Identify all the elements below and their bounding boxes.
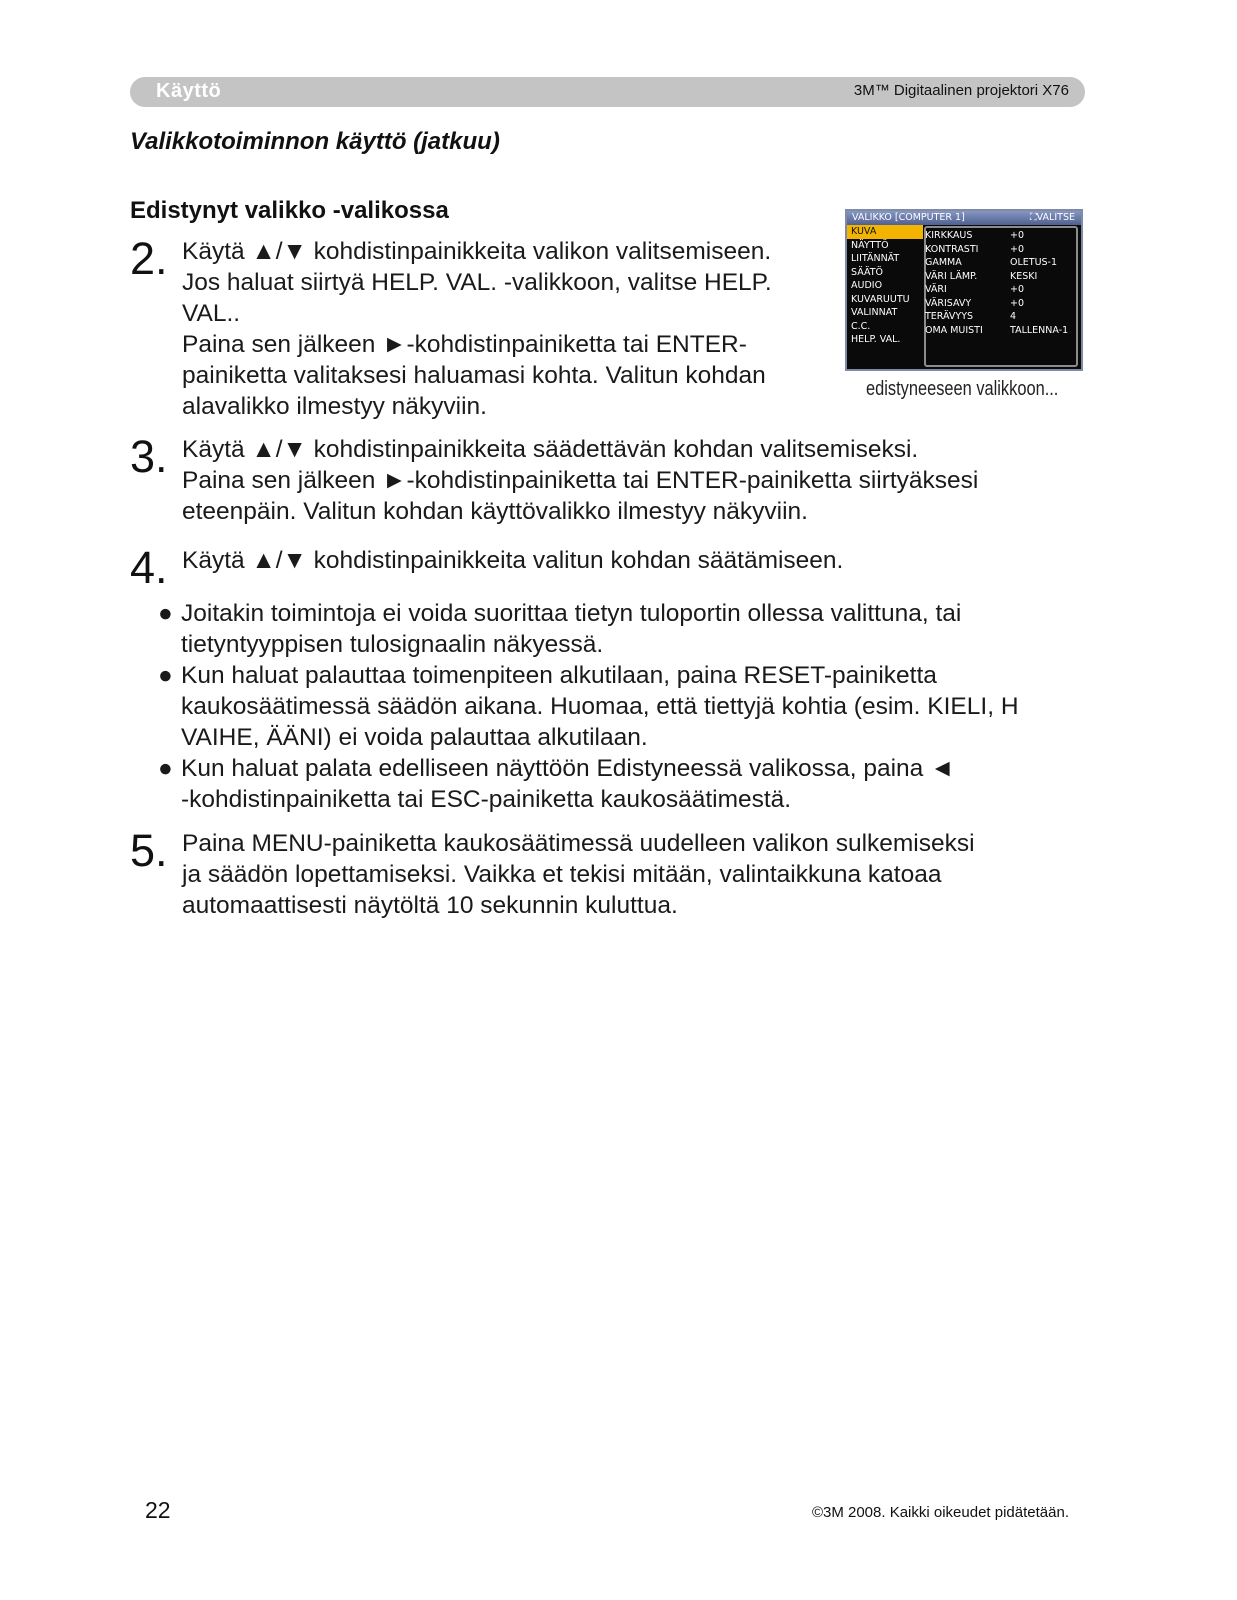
- submenu-label: TERÄVYYS: [925, 311, 974, 322]
- header-section-label: Käyttö: [156, 80, 222, 102]
- submenu-value: OLETUS-1: [1010, 257, 1058, 268]
- menu-item: AUDIO: [851, 280, 883, 291]
- step-line: ja säädön lopettamiseksi. Vaikka et tekisi mitään, valintaikkuna katoaa: [182, 861, 942, 888]
- submenu-label: KIRKKAUS: [925, 230, 973, 241]
- menu-item: NÄYTTÖ: [851, 239, 889, 251]
- submenu-label: VÄRI: [925, 284, 947, 295]
- step-number: 2.: [130, 233, 168, 284]
- note-line: Joitakin toimintoja ei voida suorittaa tietyn tuloportin ollessa valittuna, tai: [181, 600, 962, 627]
- step-text: [182, 434, 978, 527]
- copyright-notice: ©3M 2008. Kaikki oikeudet pidätetään.: [811, 1504, 1069, 1521]
- notes-list: [158, 598, 1019, 815]
- section-heading: Edistynyt valikko -valikossa: [130, 197, 449, 224]
- menu-item-active: KUVA: [847, 225, 923, 239]
- bullet-icon: ●: [158, 755, 173, 782]
- note-line: tietyntyyppisen tulosignaalin näkyessä.: [181, 631, 604, 658]
- menu-screenshot: [845, 209, 1083, 371]
- submenu-label: VÄRISAVY: [925, 297, 972, 309]
- note-line: Kun haluat palata edelliseen näyttöön Edistyneessä valikossa, paina ◄: [181, 755, 955, 782]
- menu-item: HELP. VAL.: [851, 334, 901, 345]
- note-line: VAIHE, ÄÄNI) ei voida palauttaa alkutilaan.: [181, 724, 648, 751]
- submenu-label: VÄRI LÄMP.: [925, 270, 978, 282]
- step-line: automaattisesti näytöltä 10 sekunnin kuluttua.: [182, 892, 678, 919]
- step-text: [182, 545, 843, 576]
- menu-item: LIITÄNNÄT: [851, 253, 900, 264]
- submenu-value: +0: [1010, 297, 1025, 309]
- submenu-value: TALLENNA-1: [1010, 324, 1069, 336]
- note-item: [158, 753, 1019, 815]
- submenu-label: OMA MUISTI: [925, 324, 983, 336]
- submenu-value: +0: [1010, 230, 1025, 241]
- bullet-icon: ●: [158, 600, 173, 627]
- header-product-name: 3M™ Digitaalinen projektori X76: [853, 82, 1069, 99]
- bullet-icon: ●: [158, 662, 173, 689]
- step-number: 3.: [130, 431, 168, 482]
- submenu-values: [1010, 229, 1068, 337]
- menu-item: KUVARUUTU: [851, 293, 910, 305]
- step-line: painiketta valitaksesi haluamasi kohta. Valitun kohdan: [182, 362, 766, 389]
- step-line: Paina sen jälkeen ►-kohdistinpainiketta tai ENTER-painiketta siirtyäksesi: [182, 467, 979, 494]
- submenu-labels: [925, 229, 983, 337]
- step-line: Käytä ▲/▼ kohdistinpainikkeita säädettävän kohdan valitsemiseksi.: [182, 436, 919, 463]
- menu-screenshot-title: VALIKKO [COMPUTER 1]: [852, 212, 965, 223]
- page-number: 22: [145, 1497, 171, 1523]
- note-item: [158, 598, 1019, 660]
- submenu-label: GAMMA: [925, 257, 962, 268]
- step-line: alavalikko ilmestyy näkyviin.: [182, 393, 487, 420]
- step-line: eteenpäin. Valitun kohdan käyttövalikko ilmestyy näkyviin.: [182, 498, 808, 525]
- menu-screenshot-header: [847, 211, 1081, 225]
- step-line: Käytä ▲/▼ kohdistinpainikkeita valitun kohdan säätämiseen.: [182, 547, 844, 574]
- submenu-value: KESKI: [1010, 270, 1038, 282]
- note-item: [158, 660, 1019, 753]
- step-text: [182, 828, 975, 921]
- step-line: Paina sen jälkeen ►-kohdistinpainiketta tai ENTER-: [182, 331, 747, 358]
- submenu-value: +0: [1010, 284, 1025, 295]
- menu-select-hint: ⛶VALITSE: [1030, 212, 1075, 223]
- step-line: Paina MENU-painiketta kaukosäätimessä uudelleen valikon sulkemiseksi: [182, 830, 975, 857]
- submenu-value: +0: [1010, 243, 1025, 255]
- menu-item: C.C.: [851, 320, 871, 332]
- step-text: [182, 236, 772, 422]
- step-line: Käytä ▲/▼ kohdistinpainikkeita valikon valitsemiseen.: [182, 238, 772, 265]
- figure-caption: edistyneeseen valikkoon...: [866, 378, 1059, 400]
- submenu-value: 4: [1010, 311, 1017, 322]
- submenu-label: KONTRASTI: [925, 243, 979, 255]
- step-line: Jos haluat siirtyä HELP. VAL. -valikkoon, valitse HELP.: [182, 269, 772, 296]
- note-line: kaukosäätimessä säädön aikana. Huomaa, että tiettyjä kohtia (esim. KIELI, H: [181, 693, 1019, 720]
- step-line: VAL..: [182, 300, 241, 327]
- note-line: -kohdistinpainiketta tai ESC-painiketta kaukosäätimestä.: [181, 786, 792, 813]
- menu-main-items: [847, 225, 923, 347]
- page-title: Valikkotoiminnon käyttö (jatkuu): [130, 128, 500, 155]
- step-number: 5.: [130, 825, 168, 876]
- menu-item: VALINNAT: [851, 307, 898, 318]
- header-bar: [130, 77, 1085, 107]
- note-line: Kun haluat palauttaa toimenpiteen alkutilaan, paina RESET-painiketta: [181, 662, 937, 689]
- menu-item: SÄÄTÖ: [851, 266, 884, 278]
- step-number: 4.: [130, 542, 168, 593]
